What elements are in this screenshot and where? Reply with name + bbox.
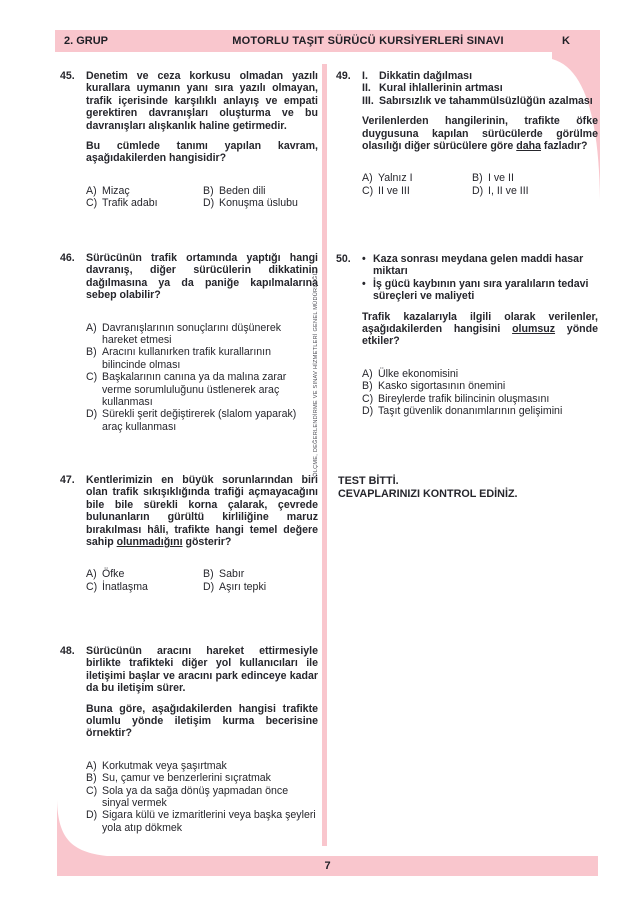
- stem-text: Buna göre, aşağıdakilerden hangisi trafikte olumlu yönde iletişim kurma becerisine örnektir?: [86, 702, 318, 740]
- option-text: Konuşma üslubu: [219, 197, 298, 210]
- option-d: [362, 405, 598, 417]
- option-text: Korkutmak veya şaşırtmak: [102, 759, 227, 772]
- option-letter: A): [86, 321, 97, 334]
- option-text: Sabır: [219, 568, 245, 581]
- question-stem: [86, 140, 318, 165]
- option-text: Bireylerde trafik bilincinin oluşmasını: [378, 392, 550, 405]
- option-a: [362, 368, 598, 380]
- answer-options: [86, 760, 318, 834]
- option-text: İnatlaşma: [102, 580, 148, 593]
- stem-text: Sürücünün aracını hareket ettirmesiyle birlikte trafikteki diğer yol kullanıcıları ile iletişimi başlar ve aracını park edinceye kadar da bu iletişim sürer.: [86, 645, 318, 695]
- question-number: 48.: [60, 645, 75, 657]
- bullet-marker: •: [362, 253, 366, 265]
- answer-options: [86, 322, 318, 434]
- exam-group-label: 2. GRUP: [64, 35, 109, 47]
- question-body: [86, 70, 318, 210]
- option-letter: D): [86, 408, 98, 421]
- option-a: [86, 185, 203, 197]
- option-text: Yalnız I: [378, 172, 413, 185]
- list-text: Kural ihlallerinin artması: [379, 82, 503, 95]
- option-letter: A): [362, 172, 373, 185]
- question-48: [60, 645, 318, 834]
- option-letter: D): [472, 184, 484, 197]
- option-text: Kasko sigortasının önemini: [378, 380, 506, 393]
- option-letter: A): [86, 568, 97, 581]
- option-a: [86, 760, 318, 772]
- check-answers-line: CEVAPLARINIZI KONTROL EDİNİZ.: [338, 488, 518, 500]
- stem-text: yönde etkiler?: [362, 323, 598, 348]
- option-text: I, II ve III: [488, 184, 529, 197]
- page-number: 7: [324, 860, 331, 872]
- option-letter: C): [86, 371, 98, 384]
- option-b: [203, 185, 318, 197]
- answer-options: [362, 172, 598, 197]
- option-letter: B): [203, 568, 214, 581]
- question-stem: [86, 645, 318, 695]
- option-text: Mizaç: [102, 184, 130, 197]
- option-d: [203, 581, 318, 593]
- column-divider: [322, 64, 327, 846]
- question-45: [60, 70, 318, 210]
- option-b: [472, 172, 598, 184]
- option-d: [86, 809, 318, 834]
- list-text: Kaza sonrası meydana gelen maddi hasar miktarı: [373, 253, 584, 278]
- option-letter: C): [86, 197, 98, 210]
- question-body: [362, 70, 598, 197]
- option-c: [362, 393, 598, 405]
- option-a: [86, 568, 203, 580]
- bullet-list: [362, 253, 598, 303]
- option-letter: C): [362, 392, 374, 405]
- option-b: [86, 772, 318, 784]
- question-number: 45.: [60, 70, 75, 82]
- list-item: [362, 95, 598, 107]
- exam-header-bar: [55, 30, 600, 52]
- option-text: Başkalarının canına ya da malına zarar verme sorumluluğunu üstlenerek araç kullanması: [102, 371, 287, 409]
- list-item: [362, 70, 598, 82]
- stem-text: fazladır?: [540, 140, 588, 153]
- question-50: [336, 253, 598, 417]
- option-text: I ve II: [488, 172, 514, 185]
- question-49: [336, 70, 598, 197]
- question-number: 47.: [60, 474, 75, 486]
- question-number: 46.: [60, 252, 75, 264]
- underlined-term: olumsuz: [512, 323, 556, 336]
- question-number: 49.: [336, 70, 351, 82]
- option-text: Sigara külü ve izmaritlerini veya başka şeyleri yola atıp dökmek: [102, 809, 316, 834]
- question-stem: [86, 252, 318, 302]
- option-c: [86, 197, 203, 209]
- option-text: Trafik adabı: [102, 197, 158, 210]
- option-text: Aracını kullanırken trafik kurallarının bilincinde olması: [102, 346, 271, 371]
- question-stem: [362, 311, 598, 348]
- question-stem: [86, 703, 318, 740]
- stem-text: Sürücünün trafik ortamında yaptığı hangi davranış, diğer sürücülerin dikkatinin dağılmasına ya da paniğe kapılmalarına sebep olabilir?: [86, 252, 318, 302]
- question-number: 50.: [336, 253, 351, 265]
- list-text: Sabırsızlık ve tahammülsüzlüğün azalması: [379, 94, 593, 107]
- option-letter: A): [362, 367, 373, 380]
- option-text: Beden dili: [219, 184, 266, 197]
- option-b: [203, 568, 318, 580]
- underlined-term: olunmadığını: [116, 536, 183, 549]
- footer-page-bar: [57, 856, 598, 876]
- bullet-marker: •: [362, 277, 366, 290]
- option-letter: B): [362, 380, 373, 393]
- option-text: Aşırı tepki: [219, 580, 267, 593]
- exam-title: MOTORLU TAŞIT SÜRÜCÜ KURSİYERLERİ SINAVI: [232, 35, 504, 47]
- option-letter: D): [203, 197, 215, 210]
- option-text: Sürekli şerit değiştirerek (slalom yaparak) araç kullanması: [102, 408, 297, 433]
- answer-options: [86, 568, 318, 593]
- option-letter: B): [86, 346, 97, 359]
- list-item: [362, 82, 598, 94]
- stem-text: Kentlerimizin en büyük sorunlarından biri olan trafik sıkışıklığında trafiği açmayacağını bile bile sürekli korna çalarak, çevrede bulunanların gürültü kirliliğine maruz bırakılması hâli, trafikte hangi temel değere sahip: [86, 474, 318, 549]
- option-letter: B): [203, 184, 214, 197]
- question-body: [86, 645, 318, 834]
- option-letter: C): [86, 580, 98, 593]
- answer-options: [362, 368, 598, 418]
- option-letter: A): [86, 184, 97, 197]
- question-stem: [86, 70, 318, 132]
- option-letter: C): [86, 784, 98, 797]
- stem-text: Denetim ve ceza korkusu olmadan yazılı kurallara uymanın yanı sıra yazılı olmayan, trafik içerisinde karşılıklı anlayış ve empati gerektiren davranışları oluşturma ve bu davranışları alışkanlık haline getirmedir.: [86, 70, 318, 132]
- question-stem: [86, 474, 318, 548]
- stem-text: Bu cümlede tanımı yapılan kavram, aşağıdakilerden hangisidir?: [86, 140, 318, 165]
- option-c: [86, 785, 318, 810]
- question-body: [86, 252, 318, 433]
- question-stem: [362, 115, 598, 152]
- option-letter: D): [86, 809, 98, 822]
- option-b: [86, 346, 318, 371]
- stem-text: gösterir?: [182, 536, 232, 549]
- question-body: [362, 253, 598, 417]
- underlined-term: daha: [516, 140, 541, 153]
- ministry-vertical-text: ÖLÇME, DEĞERLENDİRME VE SINAV HİZMETLERİ GENEL MÜDÜRLÜĞÜ: [313, 271, 319, 477]
- option-text: Öfke: [102, 568, 125, 581]
- list-text: İş gücü kaybının yanı sıra yaralıların tedavi süreçleri ve maliyeti: [373, 277, 589, 303]
- option-text: Taşıt güvenlik donanımlarının gelişimini: [378, 405, 563, 418]
- option-text: II ve III: [378, 184, 410, 197]
- stem-text: Verilenlerden hangilerinin, trafikte öfke duygusuna kapılan sürücülerde görülme olasılığı diğer sürücülere göre: [362, 115, 598, 153]
- question-body: [86, 474, 318, 593]
- option-text: Davranışlarının sonuçlarını düşünerek hareket etmesi: [102, 321, 282, 347]
- option-d: [472, 185, 598, 197]
- booklet-code: K: [562, 35, 570, 47]
- option-letter: B): [472, 172, 483, 185]
- list-text: Dikkatin dağılması: [379, 70, 473, 82]
- list-item: [362, 253, 598, 278]
- option-letter: A): [86, 759, 97, 772]
- option-d: [86, 408, 318, 433]
- option-text: Sola ya da sağa dönüş yapmadan önce sinyal vermek: [102, 784, 289, 810]
- roman-numeral-list: [362, 70, 598, 107]
- list-item: [362, 278, 598, 303]
- option-a: [86, 322, 318, 347]
- option-d: [203, 197, 318, 209]
- option-a: [362, 172, 472, 184]
- option-b: [362, 380, 598, 392]
- list-marker: I.: [362, 70, 368, 82]
- answer-options: [86, 185, 318, 210]
- option-letter: D): [362, 405, 374, 418]
- test-finished-note: [338, 475, 598, 501]
- option-c: [362, 185, 472, 197]
- question-46: [60, 252, 318, 433]
- test-finished-line: TEST BİTTİ.: [338, 475, 399, 487]
- option-text: Su, çamur ve benzerlerini sıçratmak: [102, 772, 271, 785]
- option-c: [86, 581, 203, 593]
- option-letter: B): [86, 772, 97, 785]
- option-text: Ülke ekonomisini: [378, 367, 459, 380]
- option-c: [86, 371, 318, 408]
- list-marker: II.: [362, 82, 371, 95]
- option-letter: C): [362, 184, 374, 197]
- option-letter: D): [203, 580, 215, 593]
- question-47: [60, 474, 318, 593]
- stem-text: Trafik kazalarıyla ilgili olarak verilenler, aşağıdakilerden hangisini: [362, 310, 598, 336]
- list-marker: III.: [362, 94, 374, 107]
